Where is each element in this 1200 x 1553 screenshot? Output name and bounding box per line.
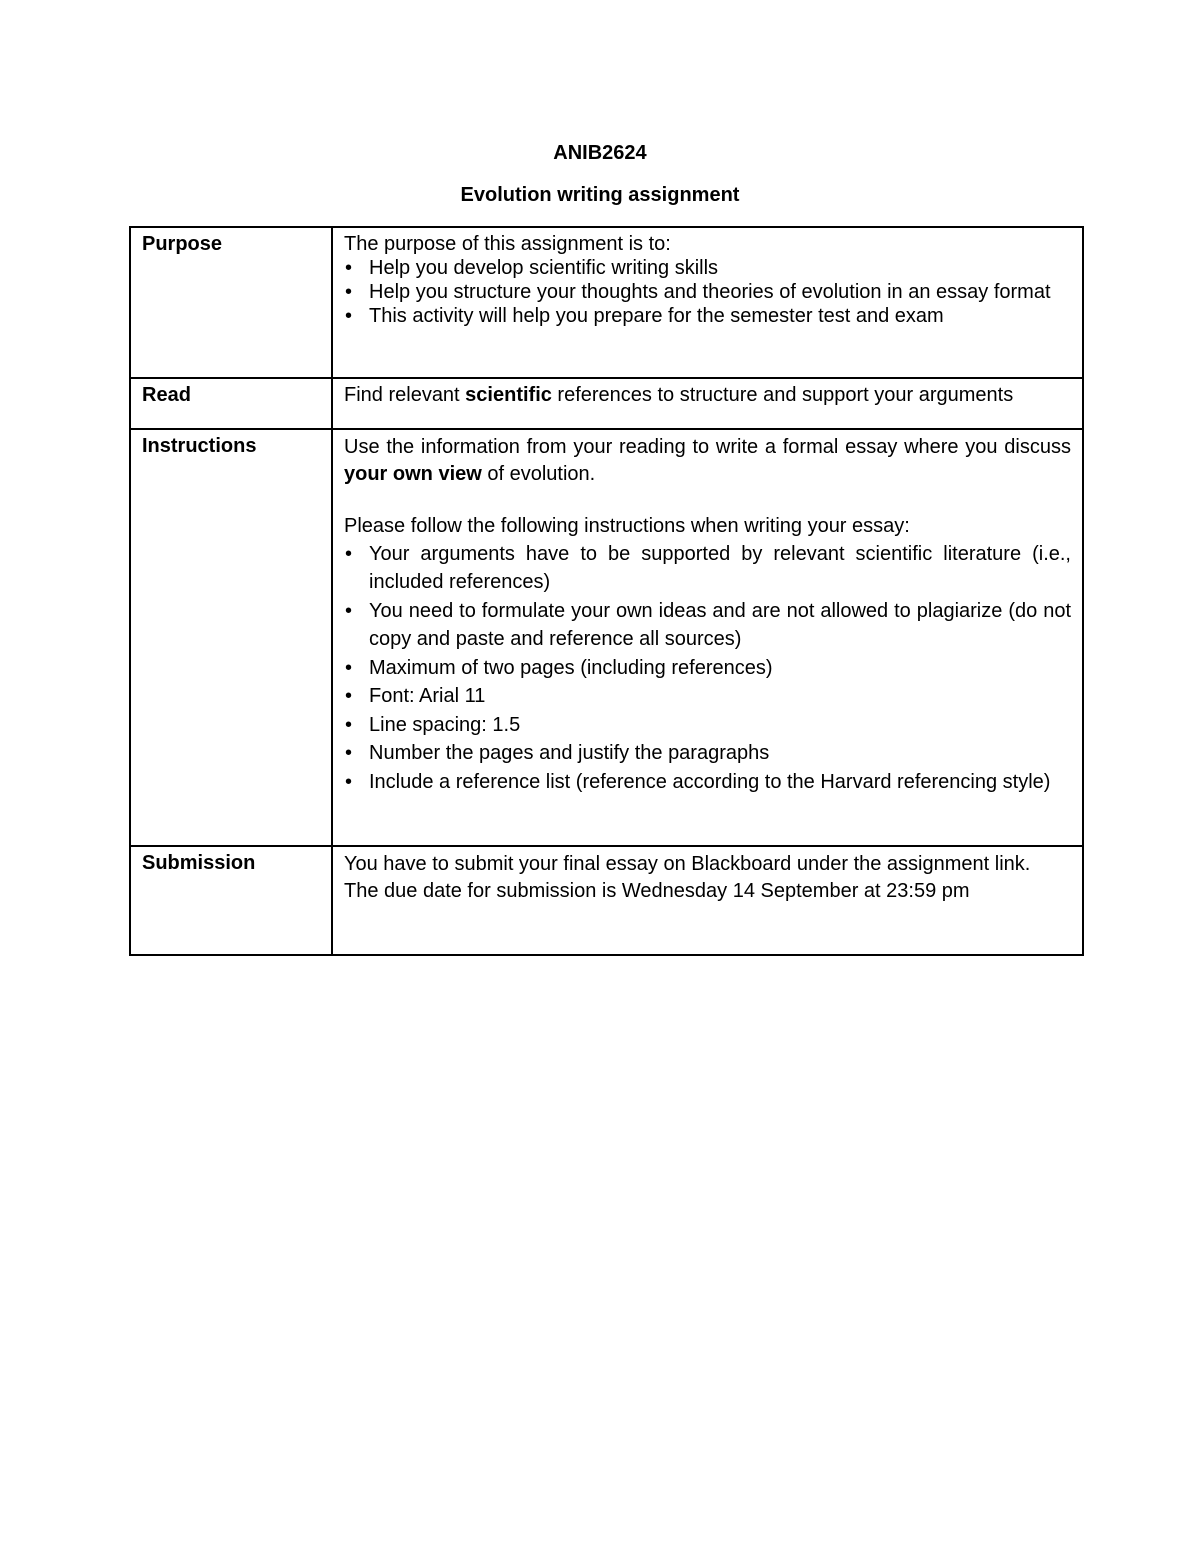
submission-label: Submission [130, 846, 332, 955]
read-text-end: references to structure and support your arguments [551, 384, 1014, 406]
list-item: • Number the pages and justify the paragraphs [344, 739, 1071, 768]
course-code: ANIB2624 [553, 142, 647, 164]
row-purpose [130, 227, 1083, 378]
list-item: • You need to formulate your own ideas and are not allowed to plagiarize (do not copy and paste and reference all sources) [344, 597, 1071, 654]
document-title: Evolution writing assignment [460, 184, 740, 206]
submission-due-date: The due date for submission is Wednesday 14 September at 23:59 pm [344, 879, 970, 902]
list-item: • Help you develop scientific writing skills [344, 256, 1071, 280]
row-instructions [130, 429, 1083, 846]
row-read [130, 378, 1083, 429]
assignment-table [129, 226, 1084, 956]
read-emphasis: scientific [465, 384, 552, 406]
submission-content [332, 846, 1083, 955]
submission-text: You have to submit your final essay on Blackboard under the assignment link. [344, 853, 1031, 875]
row-submission [130, 846, 1083, 955]
instructions-label: Instructions [130, 429, 332, 846]
instructions-paragraph: Use the information from your reading to write a formal essay where you discuss your own view of evolution. [344, 436, 1071, 485]
purpose-content [332, 227, 1083, 378]
read-content [332, 378, 1083, 429]
purpose-label: Purpose [130, 227, 332, 378]
list-item: • Maximum of two pages (including references) [344, 654, 1071, 683]
purpose-intro: The purpose of this assignment is to: [344, 233, 671, 255]
instructions-content [332, 429, 1083, 846]
read-text: Find relevant [344, 384, 466, 406]
list-item: • Your arguments have to be supported by relevant scientific literature (i.e., included references) [344, 540, 1071, 597]
list-item: • Line spacing: 1.5 [344, 711, 1071, 740]
list-item: • Help you structure your thoughts and theories of evolution in an essay format [344, 280, 1071, 304]
instructions-lead: Please follow the following instructions when writing your essay: [344, 515, 910, 537]
list-item: • This activity will help you prepare for the semester test and exam [344, 304, 1071, 328]
instructions-emphasis: your own view [344, 462, 482, 485]
instructions-list [344, 540, 1071, 797]
purpose-list [344, 256, 1071, 328]
list-item: • Font: Arial 11 [344, 682, 1071, 711]
read-label: Read [130, 378, 332, 429]
list-item: • Include a reference list (reference according to the Harvard referencing style) [344, 768, 1071, 797]
